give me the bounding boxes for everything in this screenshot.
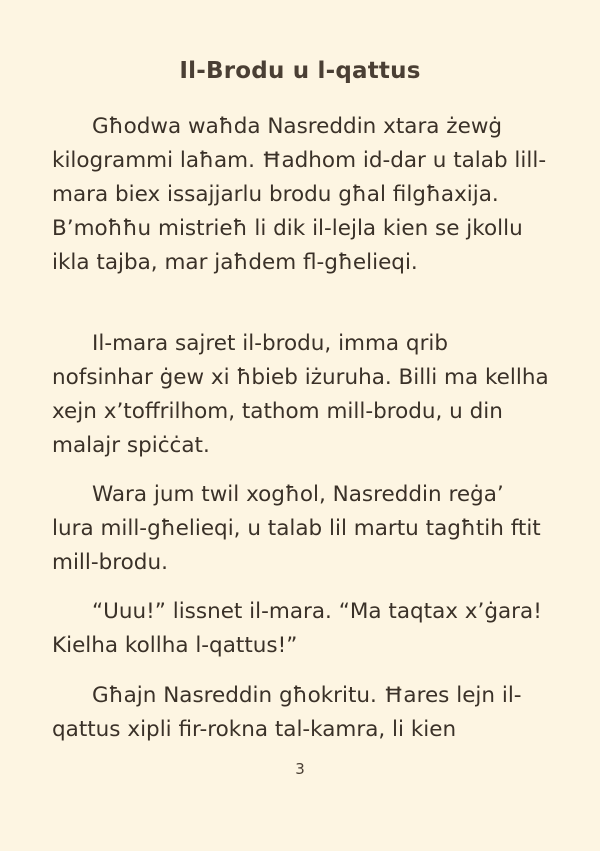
paragraph-2: Il-mara sajret il-brodu, imma qrib nofsinhar ġew xi ħbieb iżuruha. Billi ma kellha xejn x’toffrilhom, tathom mill-brodu, u din malajr spiċċat. [52, 331, 549, 458]
page-number: 3 [295, 760, 305, 778]
paragraph-5: Għajn Nasreddin għokritu. Ħares lejn il-qattus xipli fir-rokna tal-kamra, li kien [52, 683, 522, 742]
paragraph-3: Wara jum twil xogħol, Nasreddin reġa’ lura mill-għelieqi, u talab lil martu tagħtih ftit mill-brodu. [52, 482, 541, 575]
story-title: Il-Brodu u l-qattus [179, 58, 421, 84]
paragraph-4: “Uuu!” lissnet il-mara. “Ma taqtax x’ġara! Kielha kollha l-qattus!” [52, 599, 542, 658]
paragraph-1: Għodwa waħda Nasreddin xtara żewġ kilogrammi laħam. Ħadhom id-dar u talab lill-mara biex issajjarlu brodu għal filgħaxija. B’moħħu mistrieħ li dik il-lejla kien se jkollu ikla tajba, mar jaħdem fl-għelieqi. [52, 114, 547, 275]
